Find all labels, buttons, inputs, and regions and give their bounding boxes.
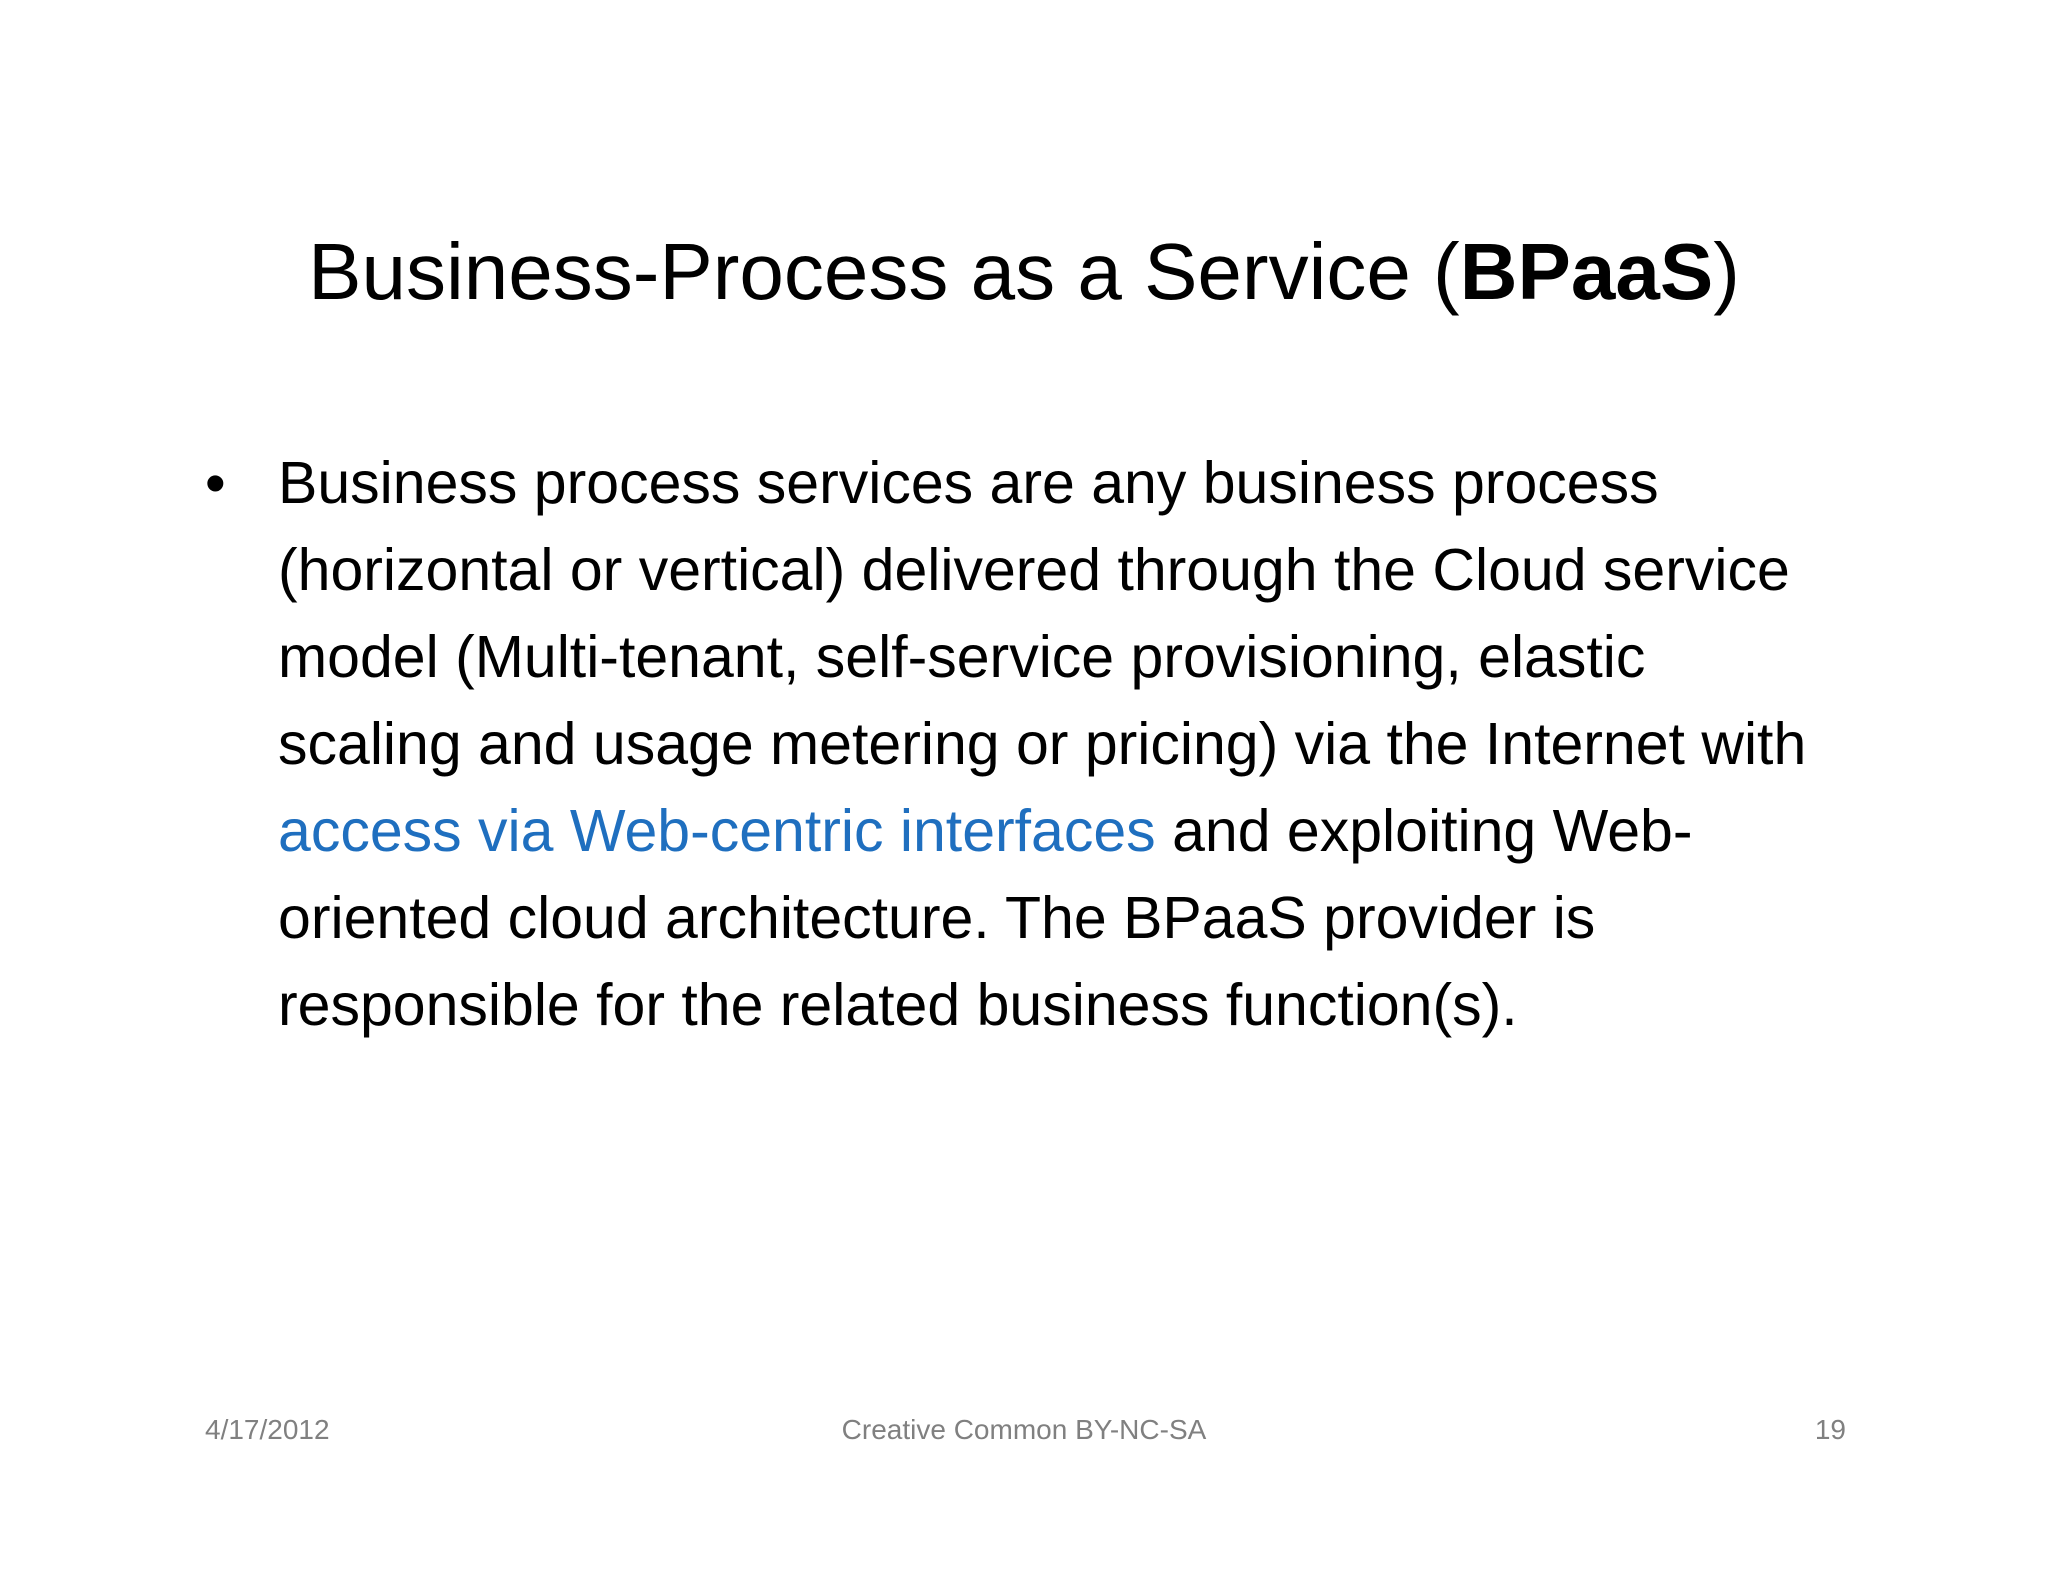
web-centric-link[interactable]: access via Web-centric interfaces [278, 798, 1156, 864]
footer-date: 4/17/2012 [205, 1414, 330, 1445]
bullet-dot-icon: • [205, 450, 226, 516]
bullet-list [205, 440, 1845, 1049]
title-emphasis: BPaaS [1459, 227, 1714, 316]
footer-license: Creative Common BY-NC-SA [841, 1414, 1207, 1445]
bullet-text-before-link: Business process services are any business process (horizontal or vertical) delivered through the Cloud service model (Multi-tenant, self-service provisioning, elastic scaling and usage metering or pricing) via the Internet with [278, 450, 1807, 777]
bullet-item [205, 440, 1845, 1049]
title-main: Business-Process as a Service ( [308, 227, 1460, 316]
slide-title [0, 222, 2048, 322]
title-close: ) [1713, 227, 1740, 316]
bullet-text-after-link: and exploiting Web-oriented cloud architecture. The BPaaS provider is responsible for the related business function(s). [278, 798, 1693, 1038]
page-number: 19 [1814, 1414, 1846, 1445]
